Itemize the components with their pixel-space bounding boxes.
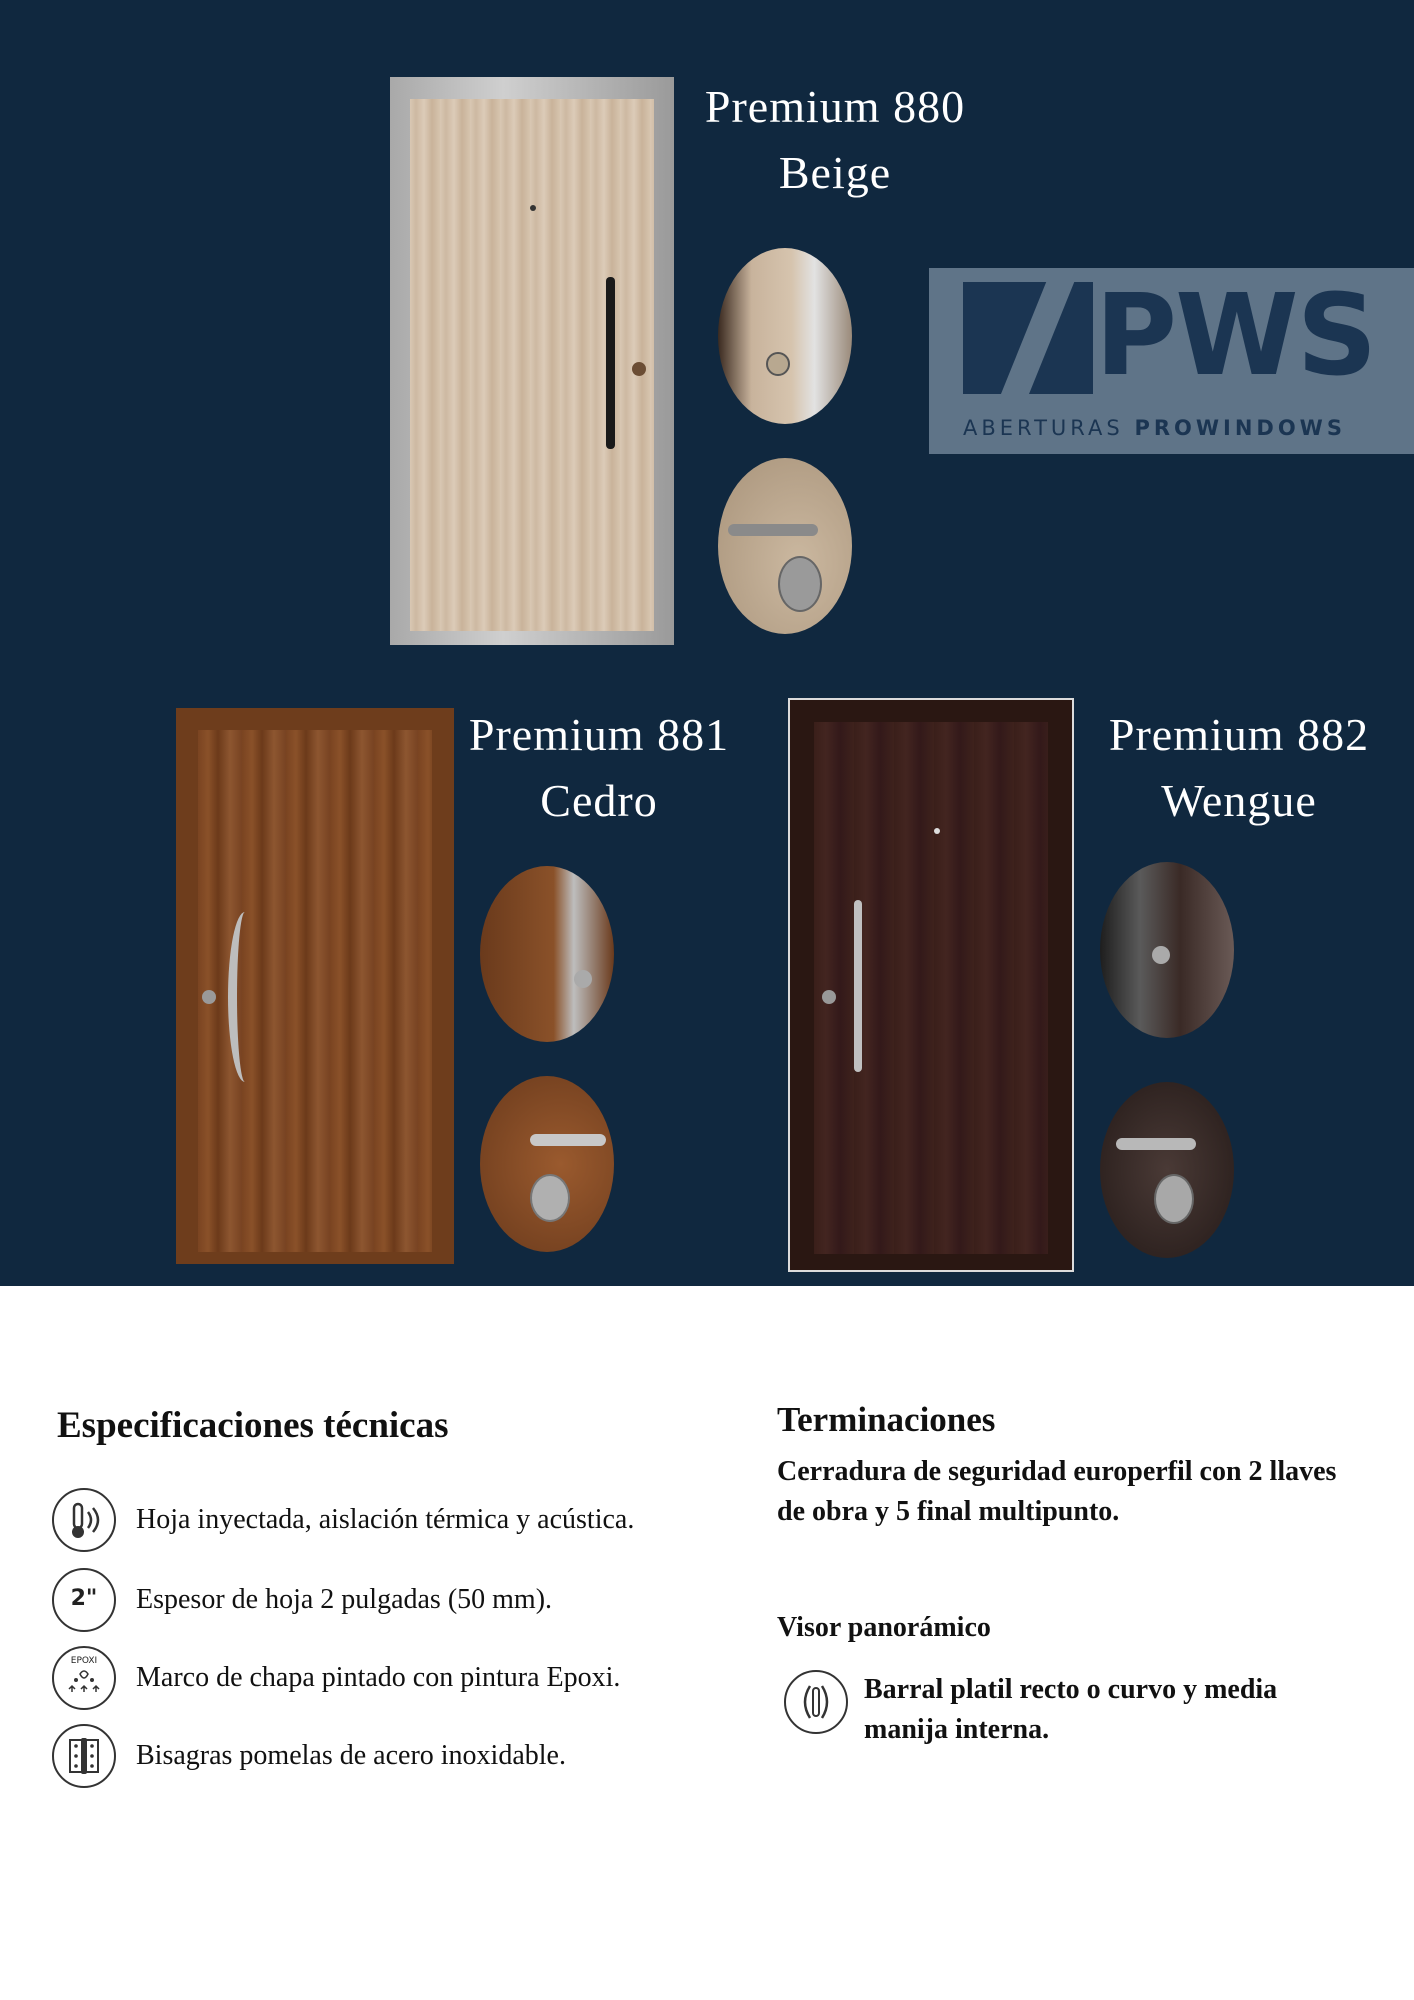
door-880-handle-detail — [718, 458, 852, 634]
finishes-handle-text: Barral platil recto o curvo y media manija interna. — [864, 1674, 1278, 1745]
spec-text-thermal: Hoja inyectada, aislación térmica y acústica. — [136, 1504, 635, 1535]
door-881-model: Premium 881 — [468, 709, 730, 760]
logo-tagline-left: ABERTURAS — [963, 416, 1124, 440]
door-880-model: Premium 880 — [704, 81, 966, 132]
spec-item-thermal — [52, 1488, 672, 1556]
pws-logo — [929, 268, 1414, 454]
logo-tagline — [963, 416, 1403, 440]
epoxi-icon — [52, 1646, 116, 1710]
logo-wordmark: PWS — [1095, 271, 1376, 401]
thickness-badge: 2" — [70, 1586, 98, 1611]
specs-title: Especificaciones técnicas — [57, 1405, 449, 1446]
door-881-title — [456, 702, 742, 834]
door-882-lock-detail — [1100, 862, 1234, 1038]
door-880-title — [690, 74, 980, 206]
door-881-lock-detail — [480, 866, 614, 1042]
door-882-model: Premium 882 — [1108, 709, 1370, 760]
door-881-handle-detail — [480, 1076, 614, 1252]
door-882-color: Wengue — [1161, 775, 1317, 826]
finishes-viewer-text: Visor panorámico — [777, 1612, 991, 1643]
thickness-icon — [52, 1568, 116, 1632]
spec-text-thickness: Espesor de hoja 2 pulgadas (50 mm). — [136, 1584, 553, 1615]
thermal-acoustic-icon — [52, 1488, 116, 1552]
door-882-image — [788, 698, 1074, 1272]
door-881-color: Cedro — [540, 775, 658, 826]
door-882-title — [1092, 702, 1386, 834]
finishes-title: Terminaciones — [777, 1400, 996, 1439]
epoxi-badge: EPOXI — [70, 1656, 98, 1666]
door-881-image — [176, 708, 454, 1264]
door-880-lock-detail — [718, 248, 852, 424]
door-882-handle-detail — [1100, 1082, 1234, 1258]
spec-item-hinge — [52, 1724, 672, 1792]
logo-slash-mark — [963, 282, 1093, 394]
handle-bar-icon — [784, 1670, 848, 1734]
finishes-handle-item — [784, 1670, 1344, 1760]
finishes-lock-text: Cerradura de seguridad europerfil con 2 llaves de obra y 5 final multipunto. — [777, 1456, 1337, 1527]
spec-text-epoxi: Marco de chapa pintado con pintura Epoxi. — [136, 1662, 621, 1693]
door-880-image — [390, 77, 674, 645]
door-880-color: Beige — [778, 147, 892, 198]
hinge-icon — [52, 1724, 116, 1788]
spec-item-epoxi — [52, 1646, 672, 1714]
spec-text-hinge: Bisagras pomelas de acero inoxidable. — [136, 1740, 566, 1771]
logo-tagline-right: PROWINDOWS — [1134, 416, 1346, 440]
spec-item-thickness — [52, 1568, 672, 1636]
